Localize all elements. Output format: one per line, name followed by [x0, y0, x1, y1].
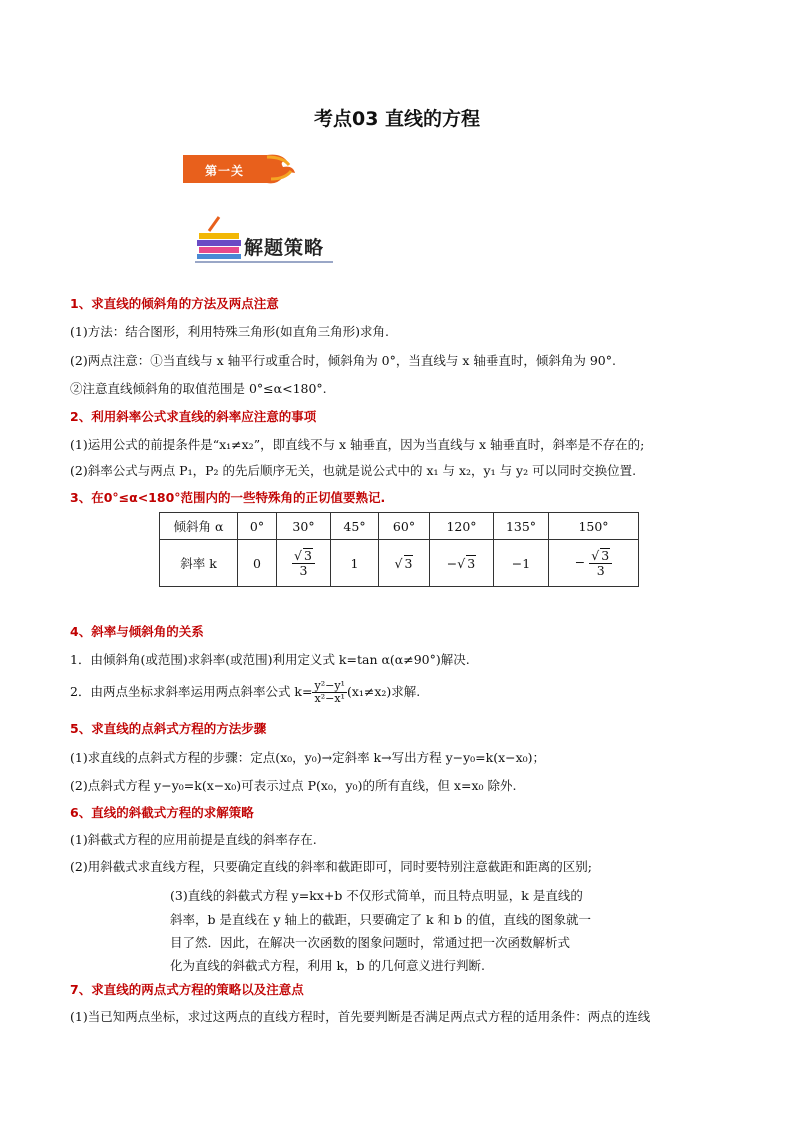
section-heading-7: 7、求直线的两点式方程的策略以及注意点: [70, 982, 304, 997]
text-line: (2)点斜式方程 y−y₀=k(x−x₀)可表示过点 P(x₀，y₀)的所有直线，但 x=x₀ 除外.: [70, 778, 517, 793]
table-cell: 0: [238, 540, 277, 587]
fraction: $\frac{√ 3}{3}$: [292, 548, 315, 578]
table-cell: −√ 3: [430, 540, 494, 587]
section-heading-4: 4、斜率与倾斜角的关系: [70, 624, 204, 639]
table-cell: 0°: [238, 513, 277, 540]
text-line: (3)直线的斜截式方程 y=kx+b 不仅形式简单，而且特点明显，k 是直线的: [170, 888, 583, 903]
slope-fraction: $\frac{\text{y²−y¹}}{\text{x²−x¹}}$: [314, 679, 345, 706]
section-heading-2: 2、利用斜率公式求直线的斜率应注意的事项: [70, 409, 317, 424]
text-line: 1．由倾斜角(或范围)求斜率(或范围)利用定义式 k=tan α(α≠90°)解决.: [70, 652, 470, 667]
level-badge: [183, 151, 296, 187]
text-line: (2)斜率公式与两点 P₁，P₂ 的先后顺序无关，也就是说公式中的 x₁ 与 x₂，y₁ 与 y₂ 可以同时交换位置.: [70, 463, 637, 478]
section-heading-5: 5、求直线的点斜式方程的方法步骤: [70, 721, 267, 736]
table-cell: [277, 540, 331, 587]
text-line: 斜率，b 是直线在 y 轴上的截距，只要确定了 k 和 b 的值，直线的图象就一: [170, 912, 591, 927]
table-cell: 30°: [277, 513, 331, 540]
tangent-table: [159, 512, 639, 587]
text-line: (1)斜截式方程的应用前提是直线的斜率存在.: [70, 832, 317, 847]
section-heading-3: 3、在0°≤α<180°范围内的一些特殊角的正切值要熟记.: [70, 490, 386, 505]
strategy-label: 解题策略: [244, 237, 325, 259]
table-header-cell: 斜率 k: [160, 540, 238, 587]
strategy-header: [195, 215, 335, 265]
table-cell: 60°: [379, 513, 430, 540]
text-line: (2)用斜截式求直线方程，只要确定直线的斜率和截距即可，同时要特别注意截距和距离的区别;: [70, 859, 592, 874]
page-title: 考点03 直线的方程: [313, 108, 481, 130]
text-line: ②注意直线倾斜角的取值范围是 0°≤α<180°.: [70, 381, 327, 396]
table-cell: −1: [494, 540, 549, 587]
table-header-cell: 倾斜角 α: [160, 513, 238, 540]
table-cell: − $\frac{√ 3}{3}$: [549, 540, 639, 587]
fraction: $\frac{√ 3}{3}$: [589, 548, 612, 578]
formula-line: 2．由两点坐标求斜率运用两点斜率公式 k= $\frac{\text{y²−y¹}}{\text{x²−x¹}}$ (x₁≠x₂)求解.: [70, 679, 421, 706]
table-cell: 135°: [494, 513, 549, 540]
text-line: (1)运用公式的前提条件是“x₁≠x₂”，即直线不与 x 轴垂直，因为当直线与 x 轴垂直时，斜率是不存在的;: [70, 437, 645, 452]
text-line: 目了然．因此，在解决一次函数的图象问题时，常通过把一次函数解析式: [170, 935, 571, 950]
section-heading-1: 1、求直线的倾斜角的方法及两点注意: [70, 296, 279, 311]
text-line: 化为直线的斜截式方程，利用 k，b 的几何意义进行判断.: [170, 958, 485, 973]
text-line: (1)当已知两点坐标，求过这两点的直线方程时，首先要判断是否满足两点式方程的适用条件：两点的连线: [70, 1009, 651, 1024]
table-cell: 45°: [331, 513, 379, 540]
text-line: (1)求直线的点斜式方程的步骤：定点(x₀，y₀)→定斜率 k→写出方程 y−y₀=k(x−x₀)；: [70, 750, 546, 765]
badge-label: 第一关: [205, 164, 245, 178]
text-line: (2)两点注意：①当直线与 x 轴平行或重合时，倾斜角为 0°，当直线与 x 轴垂直时，倾斜角为 90°.: [70, 353, 616, 368]
section-heading-6: 6、直线的斜截式方程的求解策略: [70, 805, 254, 820]
table-cell: √ 3: [379, 540, 430, 587]
table-cell: 1: [331, 540, 379, 587]
table-cell: 150°: [549, 513, 639, 540]
table-cell: 120°: [430, 513, 494, 540]
text-line: (1)方法：结合图形，利用特殊三角形(如直角三角形)求角.: [70, 324, 389, 339]
